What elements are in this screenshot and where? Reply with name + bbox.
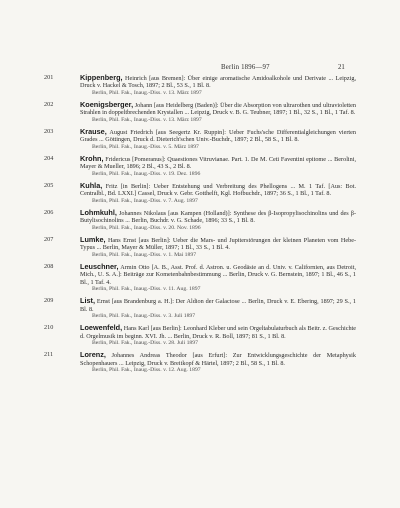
bibliography-entry xyxy=(0,182,400,205)
entry-description: Hans Karl [aus Berlin]: Leonhard Kleber und sein Orgeltabulaturbuch als Beitr. z. Geschichte d. Orgelmusik im beginn. XVI. Jh. ... Berlin, Druck v. R. Boll, 1897; 81 S., 1 Bl. 8. xyxy=(80,325,357,340)
bibliography-entry xyxy=(0,74,400,97)
bibliography-entry xyxy=(0,351,400,374)
author-surname: Lohmkuhl, xyxy=(80,208,117,217)
entry-faculty-note: Berlin, Phil. Fak., Inaug.-Diss. v. 1. Mai 1897 xyxy=(92,251,197,258)
entry-body xyxy=(80,324,356,340)
author-surname: Loewenfeld, xyxy=(80,323,123,333)
entry-body xyxy=(80,101,356,117)
bibliography-entry xyxy=(0,128,400,151)
author-surname: List, xyxy=(80,296,95,306)
entry-faculty-note: Berlin, Phil. Fak., Inaug.-Diss. v. 3. Juli 1897 xyxy=(92,313,196,320)
entry-faculty-note: Berlin, Phil. Fak., Inaug.-Diss. v. 13. März 1897 xyxy=(92,116,202,123)
entry-number: 209 xyxy=(44,297,54,305)
entry-body xyxy=(80,351,356,367)
entry-number: 208 xyxy=(44,263,54,270)
entry-number: 203 xyxy=(44,128,54,135)
page-header xyxy=(0,64,400,74)
author-surname: Lumke, xyxy=(80,235,106,244)
entry-description: Heinrich [aus Bremen]: Über einige aromatische Amidoalkohole und Derivate ... Leipzig, Druck v. Hackel & Tosch, 1897; 2 Bl., 53 S., 1 Bl. 8. xyxy=(80,75,356,90)
entry-number: 204 xyxy=(44,155,54,162)
author-surname: Kippenberg, xyxy=(80,73,123,82)
entry-number: 210 xyxy=(44,324,54,332)
entry-body xyxy=(80,297,356,313)
bibliography-entry xyxy=(0,155,400,178)
entry-description: Fritz [in Berlin]: Ueber Entstehung und Verbreitung des Phellogens ... M. 1 Taf. [Aus: Bot. Centralbl., Bd. LXXI.] Cassel, Druck v. Gebr. Gotthelft, Kgl. Hofbuchdr., 1897; 36 S., 1 Bl., 1 Taf. 8. xyxy=(80,183,356,198)
bibliography-entry xyxy=(0,101,400,124)
entry-description: Johannes Nikolaus [aus Kampen (Holland)]: Synthese des β-Isopropylisochinolins und des β-Butylisochinolins ... Berlin, Buchdr. v. G. Schade, 1896; 33 S., 1 Bl. 8. xyxy=(80,210,356,225)
entry-faculty-note: Berlin, Phil. Fak., Inaug.-Diss. v. 19. Dez. 1896 xyxy=(92,170,201,177)
entry-description: Ernst [aus Brandenburg a. H.]: Der Aldion der Galactose ... Berlin, Druck v. E. Ebering, 1897; 29 S., 1 Bl. 8. xyxy=(80,298,356,313)
entry-faculty-note: Berlin, Phil. Fak., Inaug.-Diss. v. 28. Juli 1897 xyxy=(92,340,198,347)
entry-description: Johannes Andreas Theodor [aus Erfurt]: Zur Entwicklungsgeschichte der Metaphysik Schopenhauers ... Leipzig, Druck v. Breitkopf & Härtel, 1897; 2 Bl., 58 S., 1 Bl. 8. xyxy=(80,352,356,367)
entry-number: 211 xyxy=(44,351,54,359)
entry-number: 206 xyxy=(44,209,54,216)
entry-faculty-note: Berlin, Phil. Fak., Inaug.-Diss. v. 20. Nov. 1896 xyxy=(92,224,201,231)
author-surname: Krohn, xyxy=(80,154,104,163)
author-surname: Kuhla, xyxy=(80,181,103,190)
author-surname: Leuschner, xyxy=(80,262,119,271)
author-surname: Koenigsberger, xyxy=(80,100,134,109)
entry-body xyxy=(80,209,356,225)
bibliography-entry xyxy=(0,297,400,320)
bibliography-entry xyxy=(0,209,400,232)
entry-number: 201 xyxy=(44,74,54,81)
entry-body xyxy=(80,74,356,90)
author-surname: Lorenz, xyxy=(80,350,106,360)
entry-description: August Friedrich [aus Seegertz Kr. Ruppin]: Ueber Fuchs'sche Differentialgleichungen vierten Grades ... Göttingen, Druck d. Dieterich'schen Univ.-Buchdr., 1897; 2 Bl., 58 S., 1 Bl. 8. xyxy=(80,129,356,144)
entry-description: Johann [aus Heidelberg (Baden)]: Über die Absorption von ultrarothen und ultravioletten Strahlen in doppeltbrechenden Krystallen ... Leipzig, Druck v. B. G. Teubner, 1897; 1 Bl., 32 S., 1 Bl., 1 Taf. 8. xyxy=(80,102,356,117)
entry-body xyxy=(80,263,356,286)
entry-faculty-note: Berlin, Phil. Fak., Inaug.-Diss. v. 13. März 1897 xyxy=(92,89,202,96)
entry-body xyxy=(80,155,356,171)
running-title: Berlin 1896—97 xyxy=(221,64,270,71)
bibliography-entry xyxy=(0,236,400,259)
bibliography-entry xyxy=(0,263,400,293)
entry-number: 202 xyxy=(44,101,54,108)
entry-description: Fridericus [Pomeranus]: Quaestiones Vitruvianae. Part. 1. De M. Ceti Faventini epitome ... Berolini, Mayer & Mueller, 1896; 2 Bl., 43 S., 2 Bl. 8. xyxy=(80,156,357,171)
entry-faculty-note: Berlin, Phil. Fak., Inaug.-Diss. v. 7. Aug. 1897 xyxy=(92,197,198,204)
entry-number: 205 xyxy=(44,182,54,189)
author-surname: Krause, xyxy=(80,127,107,136)
entry-faculty-note: Berlin, Phil. Fak., Inaug.-Diss. v. 5. März 1897 xyxy=(92,143,199,150)
entry-body xyxy=(80,236,356,252)
entry-description: Hans Ernst [aus Berlin]: Ueber die Mars- und Jupiterstörungen der kleinen Planeten vom Hebe-Typus ... Berlin, Mayer & Müller, 1897; 1 Bl., 33 S., 1 Bl. 4. xyxy=(80,237,357,252)
entry-body xyxy=(80,182,356,198)
page-number: 21 xyxy=(338,64,345,71)
bibliography-entry xyxy=(0,324,400,347)
dissertation-list xyxy=(0,74,400,378)
entry-faculty-note: Berlin, Phil. Fak., Inaug.-Diss. v. 11. Aug. 1897 xyxy=(92,286,201,293)
entry-description: Armin Otto [A. B., Asst. Prof. d. Astron. u. Geodäsie an d. Univ. v. Californien, aus Detroit, Mich., U. S. A.]: Beiträge zur Kometenbahnbestimmung ... Berlin, Druck v. G. Bernstein, 1897; 1 Bl., 46 S., 1 Bl., 1 Taf. 4. xyxy=(80,264,356,286)
entry-body xyxy=(80,128,356,144)
entry-number: 207 xyxy=(44,236,54,243)
entry-faculty-note: Berlin, Phil. Fak., Inaug.-Diss. v. 12. Aug. 1897 xyxy=(92,367,201,374)
